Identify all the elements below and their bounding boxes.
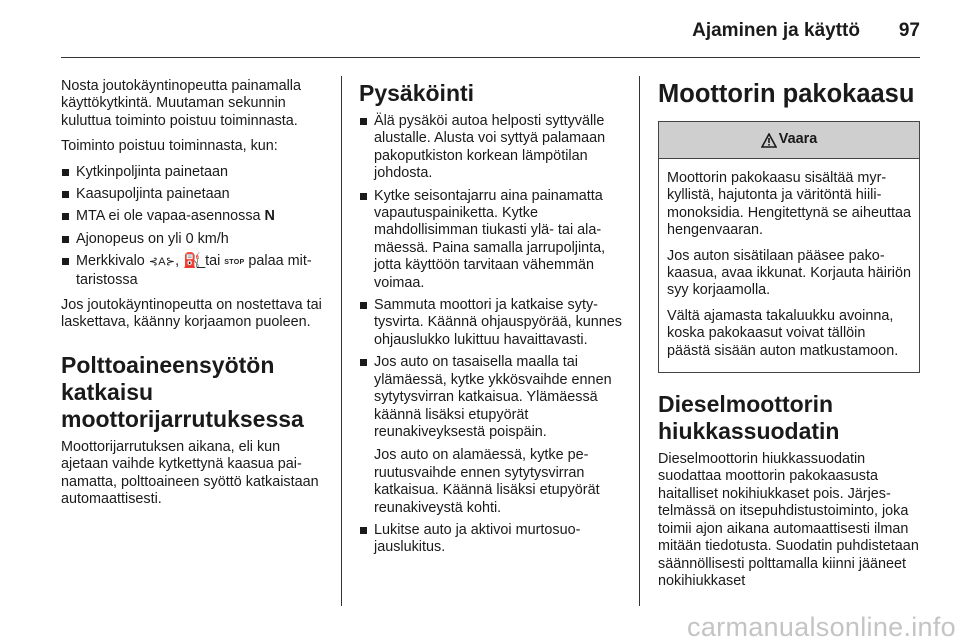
list-item-subparagraph: Jos auto on alamäessä, kytke peruutusvaihde ennen sytytysvirran katkaisua. Käännä lisäksi etupyörät reunakiveystä kohti. (374, 447, 600, 516)
list-item: Kaasupoljinta painetaan (61, 186, 331, 203)
column-1 (61, 78, 331, 517)
list-item: Älä pysäköi autoa helposti syttyvälle alustalle. Alusta voi syttyä palamaan pakoputkiston korkean lämpötilan johdosta. (359, 113, 625, 183)
paragraph: Moottorin pakokaasu sisältää myrkyllistä, hajutonta ja väritöntä hiilimonoksidia. Hengitettynä se aiheuttaa hengenvaaran. (667, 170, 911, 239)
autostop-indicator-icon: ⊰A⊱ (148, 256, 176, 269)
list-item-text: tai (205, 253, 221, 270)
paragraph: Vältä ajamasta takaluukku avoinna, koska pakokaasut voivat tällöin päästä sisään auton matkustamoon. (667, 307, 899, 359)
list-item: Kytke seisontajarru aina painamatta vapautuspainiketta. Kytke mahdollisimman tiukasti ylä- tai alamäessä. Paina samalla jarrupoljinta, jotta käyttöön tarvitaan vähemmän voimaa. (359, 188, 625, 292)
list-item: Lukitse auto ja aktivoi murtosuojauslukitus. (359, 522, 625, 557)
list-item-text: Merkkivalo (76, 253, 145, 270)
section-heading: Polttoaineensyötön katkaisu moottorijarrutuksessa (61, 351, 304, 432)
section-heading: Dieselmoottorin hiukkassuodatin (658, 391, 840, 445)
watermark: carmanualsonline.info (687, 612, 956, 642)
running-header: Ajaminen ja käyttö (692, 20, 860, 41)
list-item (359, 354, 625, 517)
header-rule (61, 57, 920, 58)
paragraph: Dieselmoottorin hiukkassuodatin suodattaa moottorin pakokaasusta haitalliset nokihiukkaset pois. Järjestelmässä on itsepuhdistustoiminto, joka toimii ajon aikana automaattisesti ilman mitään tiedotusta. Suodatin puhdistetaan säännöllisesti polttamalla kiinni jääneet nokihiukkaset (658, 451, 919, 589)
column-3 (658, 80, 920, 598)
warning-body (659, 159, 919, 372)
paragraph: Jos joutokäyntinopeutta on nostettava tai laskettava, käänny korjaamon puoleen. (61, 297, 322, 331)
paragraph: Moottorijarrutuksen aikana, eli kun ajetaan vaihde kytkettynä kaasua painamatta, polttoaineen syöttö katkaistaan automaattisesti. (61, 438, 319, 508)
list-item: Sammuta moottori ja katkaise sytytysvirta. Käännä ohjauspyörää, kunnes ohjauslukko lukittuu havaittavasti. (359, 297, 625, 349)
warning-title: Vaara (778, 131, 818, 148)
list-item: Kytkinpoljinta painetaan (61, 164, 331, 181)
page-number: 97 (898, 20, 920, 41)
warning-box (658, 121, 920, 373)
warning-header (659, 122, 919, 159)
column-2 (359, 80, 625, 565)
column-divider-2 (639, 76, 640, 606)
list-item (61, 208, 331, 225)
bullet-list (359, 113, 625, 557)
stop-indicator-icon: STOP (224, 259, 245, 267)
list-item-text: palaa mittaristossa (76, 253, 312, 288)
paragraph: Jos auton sisätilaan pääsee pakokaasua, avaa ikkunat. Korjauta häiriön syy korjaamolla. (667, 247, 911, 299)
paragraph: Toiminto poistuu toiminnasta, kun: (61, 138, 278, 155)
warning-triangle-icon (761, 133, 777, 148)
fuel-indicator-icon: ⛽̲ (183, 253, 202, 270)
list-item (61, 253, 331, 289)
gear-neutral-label: N (264, 208, 275, 225)
section-heading: Pysäköinti (359, 80, 475, 106)
list-item-text: Jos auto on tasaisella maalla tai ylämäessä, kytke ykkösvaihde ennen sytytysvirran katkaisua. Ylämäessä käännä lisäksi etupyörät reunakiveyksestä poispäin. (374, 354, 612, 440)
paragraph: Nosta joutokäyntinopeutta painamalla käyttökytkintä. Muutaman sekunnin kuluttua toiminto poistuu toiminnasta. (61, 78, 302, 129)
separator: , (175, 253, 180, 270)
list-item: Ajonopeus on yli 0 km/h (61, 231, 331, 248)
column-divider-1 (341, 76, 342, 606)
bullet-list (61, 164, 331, 289)
section-heading: Moottorin pakokaasu (658, 80, 915, 108)
list-item-text: MTA ei ole vapaa-asennossa (76, 208, 261, 225)
